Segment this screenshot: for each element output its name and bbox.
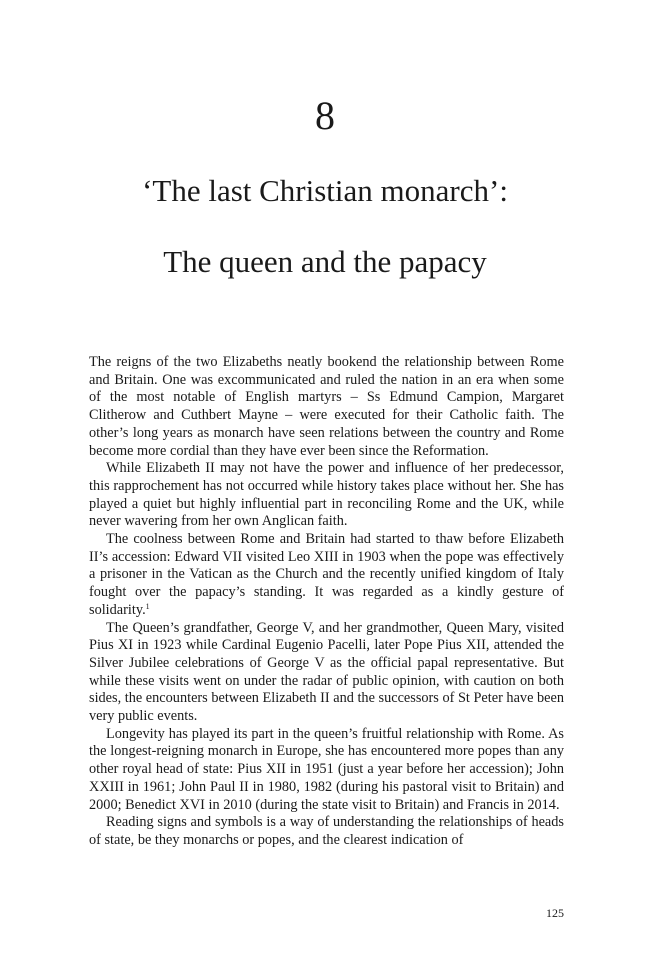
chapter-title-line-1: ‘The last Christian monarch’: (142, 173, 508, 208)
paragraph-3 (89, 531, 564, 620)
paragraph-4 (89, 620, 564, 726)
paragraph-5-text: Longevity has played its part in the queen’s fruitful relationship with Rome. As the longest-reigning monarch in Europe, she has encountered more popes than any other royal head of state: Pius XII in 1951 (just a year before her accession); John XXIII in 1961; John Paul II in 1980, 1982 (during his pastoral visit to Britain) and 2000; Benedict XVI in 2010 (during the state visit to Britain) and Francis in 2014. (89, 725, 564, 813)
chapter-body-text (89, 354, 564, 850)
paragraph-6-text: Reading signs and symbols is a way of understanding the relationships of heads of state, be they monarchs or popes, and the clearest indication of (89, 814, 564, 848)
page-number: 125 (546, 906, 564, 920)
paragraph-5 (89, 726, 564, 815)
paragraph-6 (89, 814, 564, 849)
paragraph-2-text: While Elizabeth II may not have the power and influence of her predecessor, this rapprochement has not occurred while history takes place without her. She has played a quiet but highly influential part in reconciling Rome and the UK, while never wavering from her own Anglican faith. (89, 460, 564, 530)
paragraph-1 (89, 354, 564, 460)
chapter-number: 8 (315, 93, 335, 138)
paragraph-2 (89, 460, 564, 531)
paragraph-4-text: The Queen’s grandfather, George V, and her grandmother, Queen Mary, visited Pius XI in 1923 while Cardinal Eugenio Pacelli, later Pope Pius XII, attended the Silver Jubilee celebrations of George V as the official papal representative. But while these visits went on under the radar of public opinion, with caution on both sides, the encounters between Elizabeth II and the successors of St Peter have been very public events. (89, 619, 564, 725)
paragraph-1-text: The reigns of the two Elizabeths neatly bookend the relationship between Rome and Britain. One was excommunicated and ruled the nation in an era when some of the most notable of English martyrs – Ss Edmund Campion, Margaret Clitherow and Cuthbert Mayne – were executed for their Catholic faith. The other’s long years as monarch have seen relations between the country and Rome become more cordial than they have ever been since the Reformation. (89, 354, 564, 459)
paragraph-3-text: The coolness between Rome and Britain had started to thaw before Elizabeth II’s accession: Edward VII visited Leo XIII in 1903 when the pope was effectively a prisoner in the Vatican as the Church and the recently unified kingdom of Italy fought over the papacy’s standing. It was regarded as a kindly gesture of solidarity. (89, 531, 564, 618)
footnote-marker[interactable]: 1 (145, 601, 150, 611)
chapter-title-line-2: The queen and the papacy (163, 244, 487, 279)
